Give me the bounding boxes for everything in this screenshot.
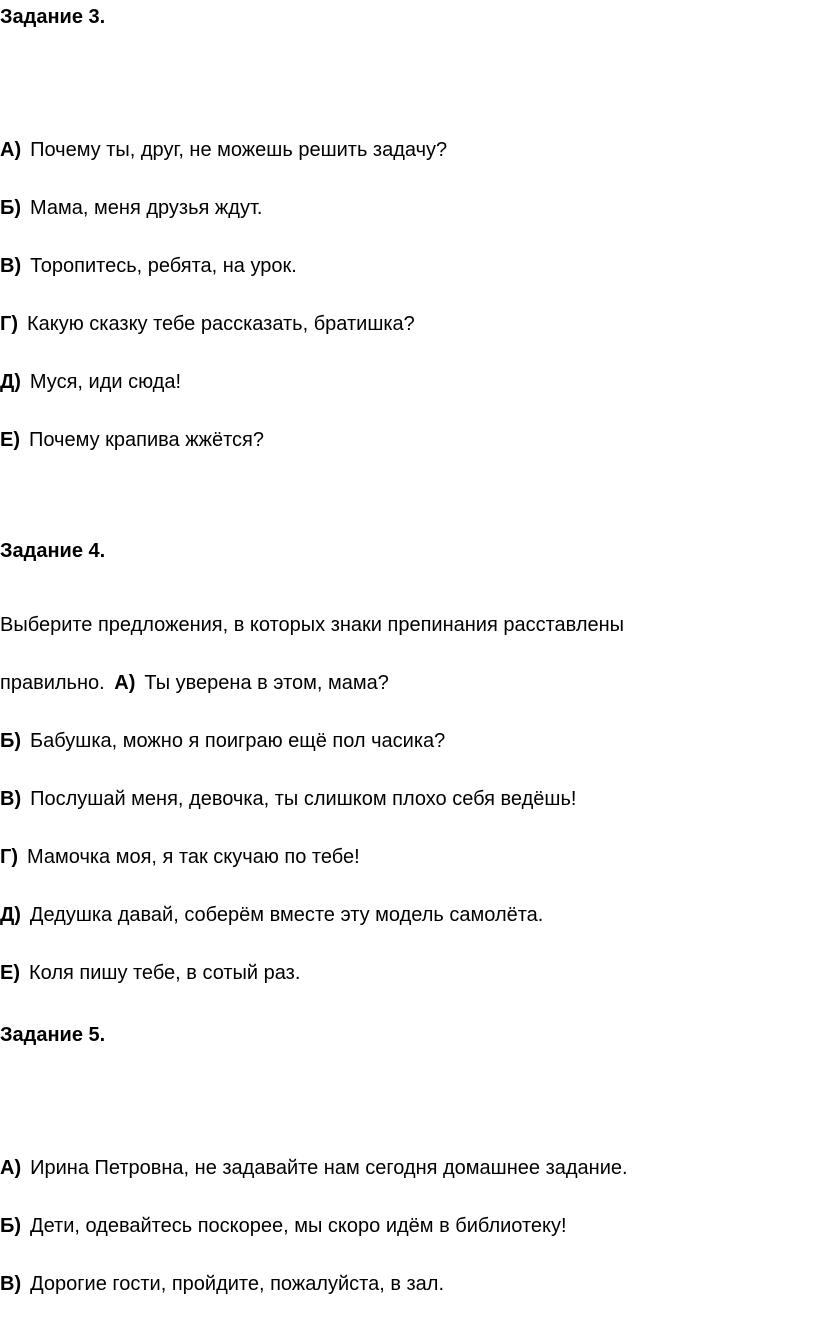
task3-item-d [0, 369, 181, 395]
task4-item-g [0, 844, 360, 870]
item-label: Б) [0, 197, 22, 219]
task3-item-a [0, 137, 447, 163]
task3-item-e [0, 427, 264, 453]
item-text: Мама, меня друзья ждут. [30, 197, 263, 219]
item-text: Бабушка, можно я поиграю ещё пол часика? [30, 730, 446, 752]
item-label: А) [0, 1157, 22, 1179]
item-label: Г) [0, 313, 18, 335]
task3-item-g [0, 311, 415, 337]
item-text: Ты уверена в этом, мама? [144, 672, 389, 694]
item-text: Коля пишу тебе, в сотый раз. [29, 962, 301, 984]
item-text: Дети, одевайтесь поскорее, мы скоро идём в библиотеку! [30, 1215, 567, 1237]
task3-item-b [0, 195, 262, 221]
item-text: Мамочка моя, я так скучаю по тебе! [27, 846, 360, 868]
task4-instruction: Выберите предложения, в которых знаки препинания расставлены [0, 614, 625, 636]
item-label: В) [0, 1273, 22, 1295]
item-text: Торопитесь, ребята, на урок. [30, 255, 297, 277]
task4-item-v [0, 786, 576, 812]
task5-heading: Задание 5. [0, 1024, 106, 1046]
item-label: А) [114, 672, 136, 694]
item-label: Г) [0, 846, 18, 868]
item-label: А) [0, 139, 22, 161]
item-label: Д) [0, 371, 21, 393]
item-label: Е) [0, 962, 20, 984]
task4-instruction-continued: правильно. [0, 672, 105, 694]
item-label: Б) [0, 1215, 22, 1237]
item-text: Послушай меня, девочка, ты слишком плохо себя ведёшь! [30, 788, 577, 810]
task5-item-b [0, 1213, 567, 1239]
item-label: Е) [0, 429, 20, 451]
item-label: Д) [0, 904, 21, 926]
task4-item-b [0, 728, 445, 754]
task3-heading: Задание 3. [0, 6, 106, 28]
item-text: Дорогие гости, пройдите, пожалуйста, в зал. [30, 1273, 445, 1295]
item-text: Почему крапива жжётся? [29, 429, 264, 451]
item-text: Какую сказку тебе рассказать, братишка? [27, 313, 415, 335]
item-text: Дедушка давай, соберём вместе эту модель самолёта. [29, 904, 544, 926]
task4-item-d [0, 902, 543, 928]
task3-item-v [0, 253, 297, 279]
item-text: Почему ты, друг, не можешь решить задачу? [30, 139, 448, 161]
task5-item-v [0, 1271, 444, 1297]
task5-item-a [0, 1155, 628, 1181]
item-text: Ирина Петровна, не задавайте нам сегодня домашнее задание. [30, 1157, 628, 1179]
task4-heading: Задание 4. [0, 540, 106, 562]
task4-item-a [0, 670, 389, 696]
item-text: Муся, иди сюда! [29, 371, 182, 393]
item-label: В) [0, 255, 22, 277]
task4-item-e [0, 960, 300, 986]
item-label: В) [0, 788, 22, 810]
item-label: Б) [0, 730, 22, 752]
